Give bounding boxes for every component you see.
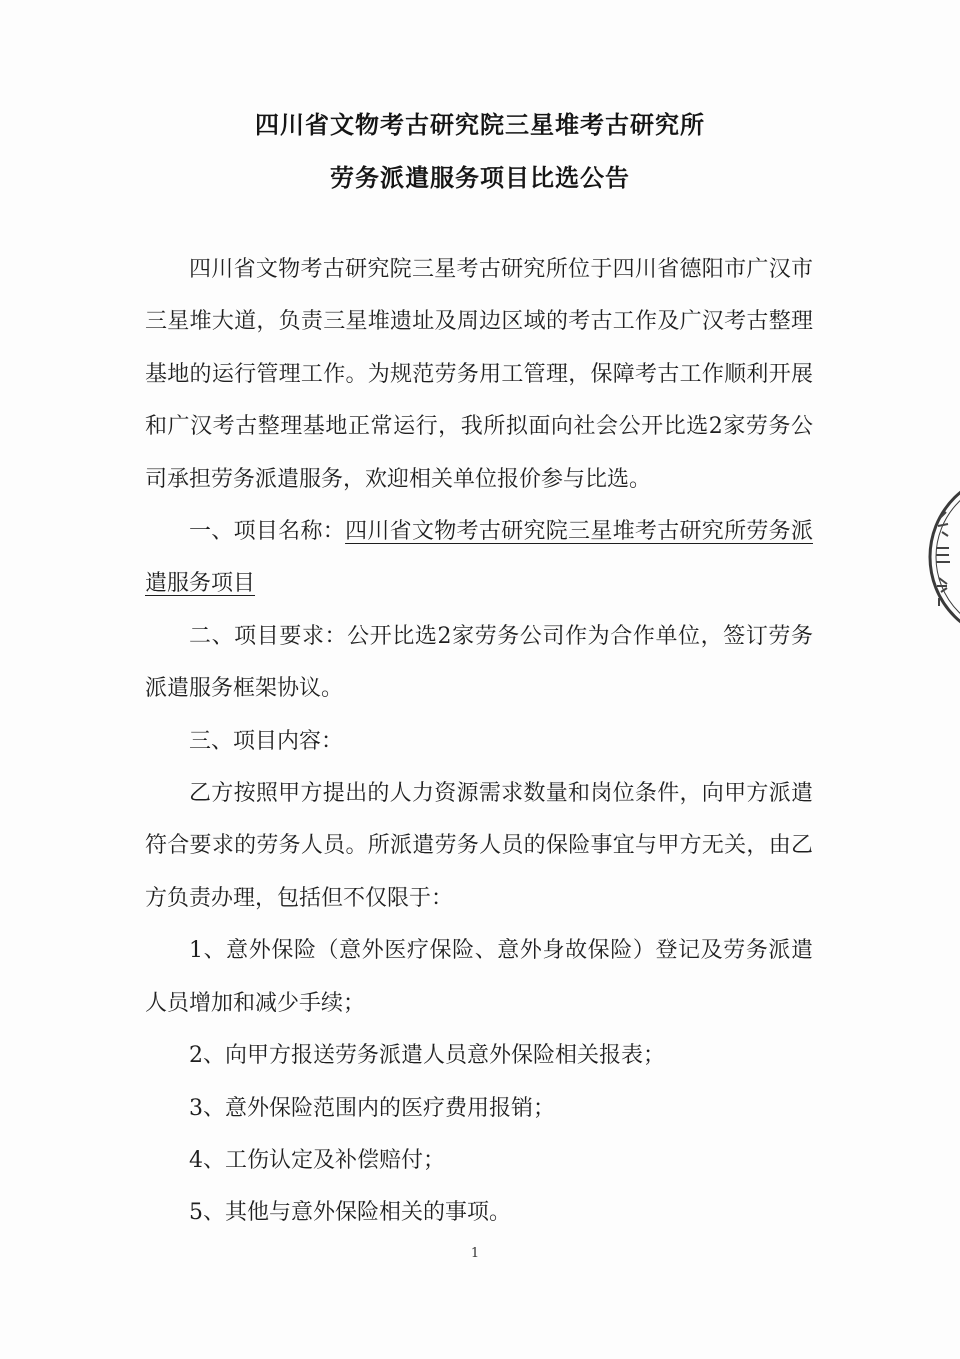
content-list-item: 3、意外保险范围内的医疗费用报销； — [189, 1095, 555, 1121]
content-list-item: 4、工伤认定及补偿赔付； — [189, 1147, 445, 1173]
section-project-name-value: 四川省文物考古研究院三星堆考古研究所劳务派遣服务项目 — [145, 519, 813, 597]
section-project-content-text: 乙方按照甲方提出的人力资源需求数量和岗位条件，向甲方派遣符合要求的劳务人员。所派遣劳务人员的保险事宜与甲方无关，由乙方负责办理，包括但不仅限于： — [145, 781, 813, 911]
content-list-item: 5、其他与意外保险相关的事项。 — [189, 1200, 511, 1226]
seal-fragment-graphic — [922, 482, 960, 632]
section-project-content-heading: 三、项目内容： — [189, 728, 344, 754]
section-project-requirements: 二、项目要求：公开比选2家劳务公司作为合作单位，签订劳务派遣服务框架协议。 — [145, 623, 813, 702]
content-list-item: 2、向甲方报送劳务派遣人员意外保险相关报表； — [189, 1043, 665, 1069]
intro-paragraph: 四川省文物考古研究院三星考古研究所位于四川省德阳市广汉市三星堆大道，负责三星堆遗址及周边区域的考古工作及广汉考古整理基地的运行管理工作。为规范劳务用工管理，保障考古工作顺利开展和广汉考古整理基地正常运行，我所拟面向社会公开比选2家劳务公司承担劳务派遣服务，欢迎相关单位报价参与比选。 — [145, 257, 813, 492]
document-title-line-1: 四川省文物考古研究院三星堆考古研究所 — [255, 110, 705, 139]
official-seal-stamp — [922, 482, 960, 632]
section-project-name — [145, 506, 813, 611]
document-body — [145, 244, 813, 1240]
section-project-name-label: 一、项目名称： — [189, 519, 346, 545]
page-number: 1 — [470, 1246, 480, 1261]
content-list-item: 1、意外保险（意外医疗保险、意外身故保险）登记及劳务派遣人员增加和减少手续； — [145, 938, 813, 1016]
document-title-line-2: 劳务派遣服务项目比选公告 — [330, 163, 630, 192]
